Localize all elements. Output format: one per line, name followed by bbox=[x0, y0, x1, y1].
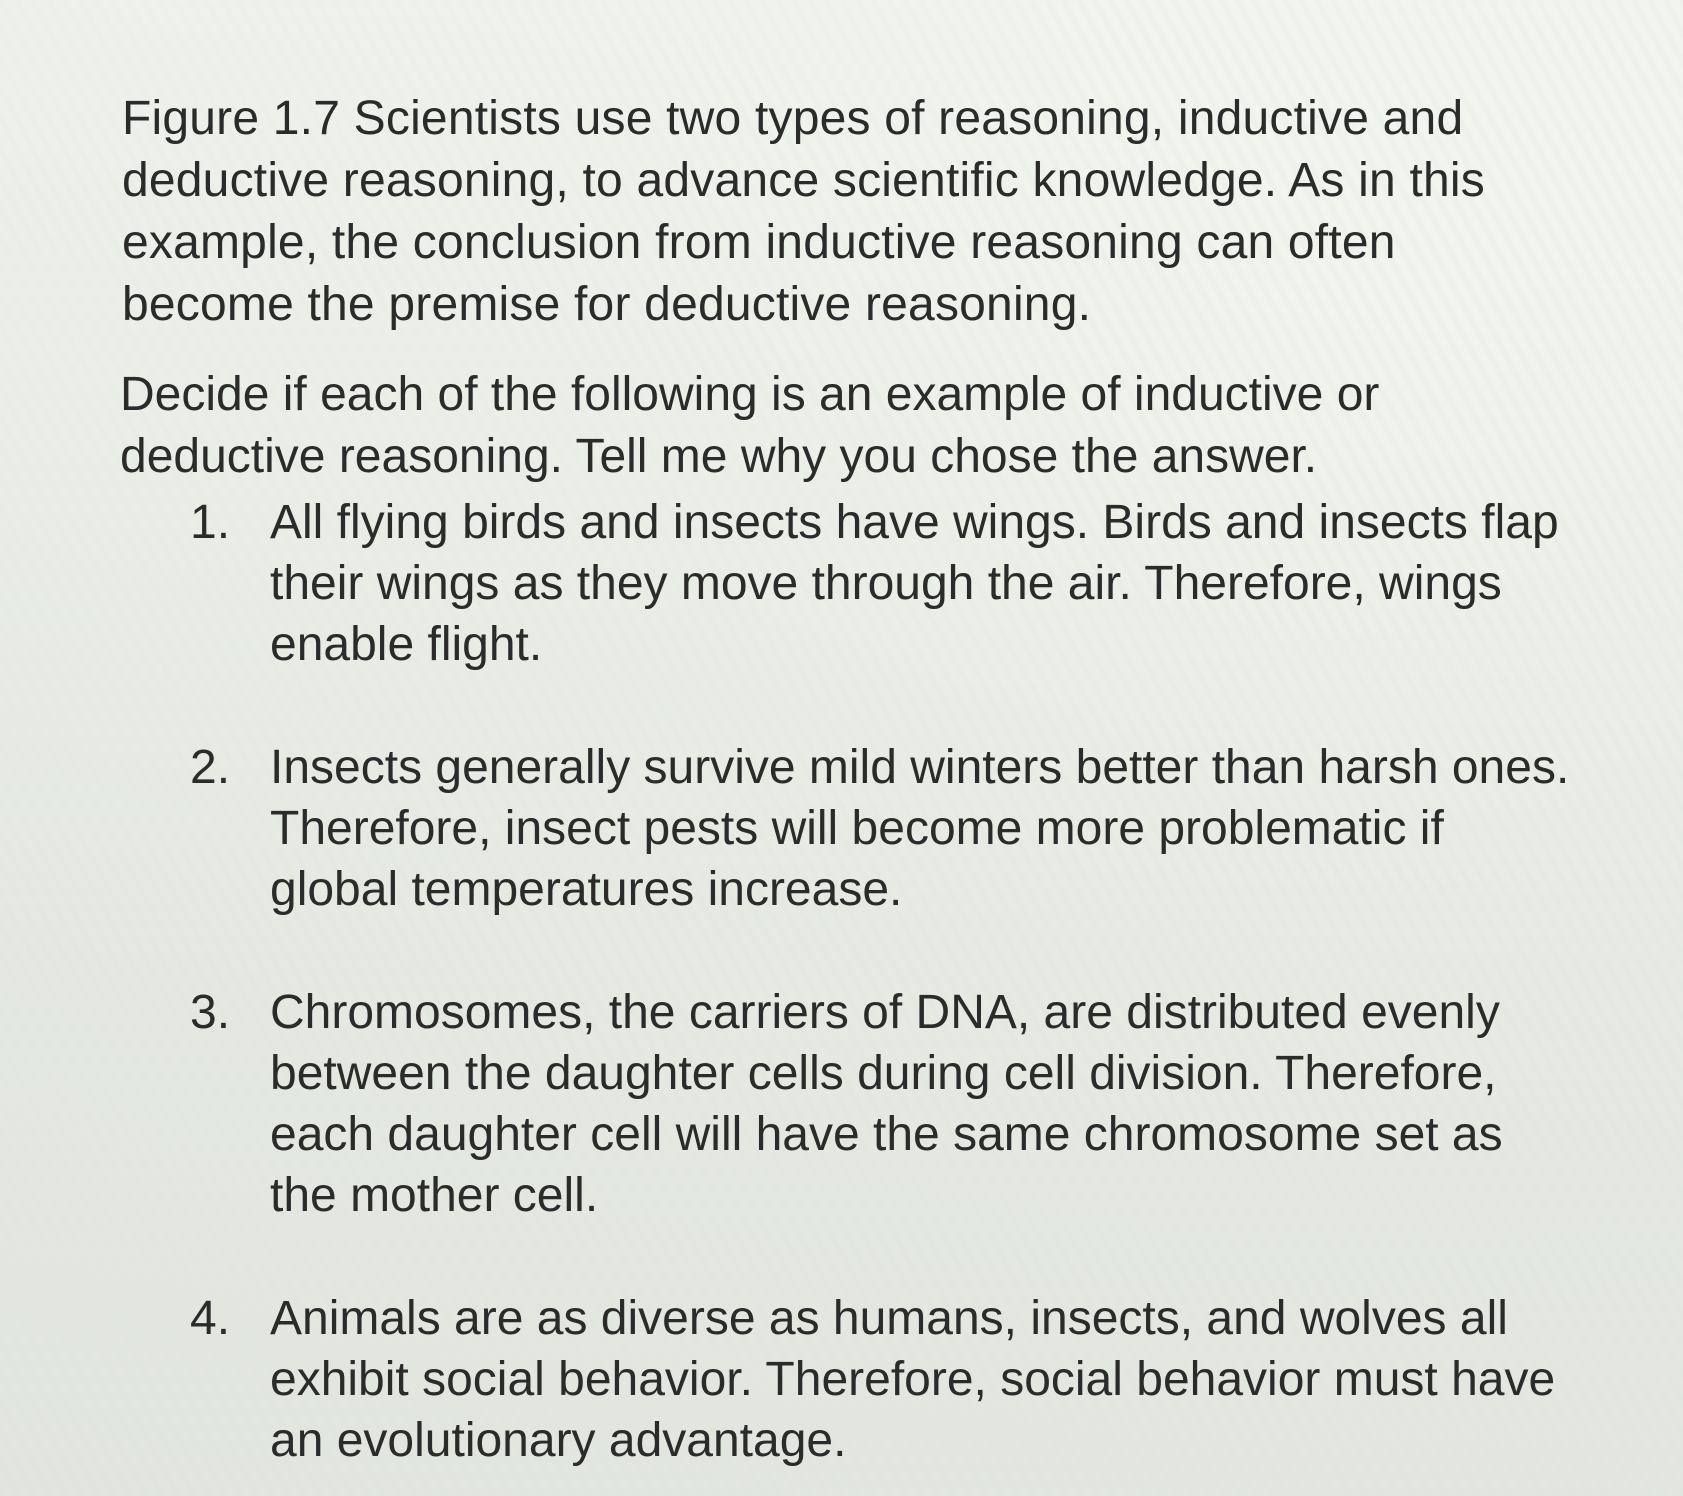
list-item bbox=[190, 1288, 1570, 1471]
list-item-text: Insects generally survive mild winters better than harsh ones. Therefore, insect pests will become more problematic if global temperatures increase. bbox=[270, 741, 1570, 916]
list-item-number: 3. bbox=[190, 986, 231, 1039]
list-item-number: 2. bbox=[190, 741, 231, 794]
list-item bbox=[190, 982, 1570, 1226]
list-item-text: Animals are as diverse as humans, insects, and wolves all exhibit social behavior. Therefore, social behavior must have an evolutionary advantage. bbox=[270, 1292, 1556, 1467]
list-item-text: Chromosomes, the carriers of DNA, are distributed evenly between the daughter cells during cell division. Therefore, each daughter cell will have the same chromosome set as the mother cell. bbox=[270, 986, 1503, 1222]
list-item bbox=[190, 737, 1570, 920]
figure-caption: Figure 1.7 Scientists use two types of reasoning, inductive and deductive reasoning, to advance scientific knowledge. As in this example, the conclusion from inductive reasoning can often become the premise for deductive reasoning. bbox=[122, 92, 1485, 331]
question-instructions: Decide if each of the following is an example of inductive or deductive reasoning. Tell me why you chose the answer. bbox=[120, 368, 1380, 483]
list-item-text: All flying birds and insects have wings. Birds and insects flap their wings as they move through the air. Therefore, wings enable flight. bbox=[270, 496, 1559, 671]
list-item-number: 1. bbox=[190, 496, 231, 549]
list-item-number: 4. bbox=[190, 1292, 231, 1345]
list-item bbox=[190, 492, 1570, 675]
reasoning-examples-list bbox=[190, 492, 1570, 1496]
